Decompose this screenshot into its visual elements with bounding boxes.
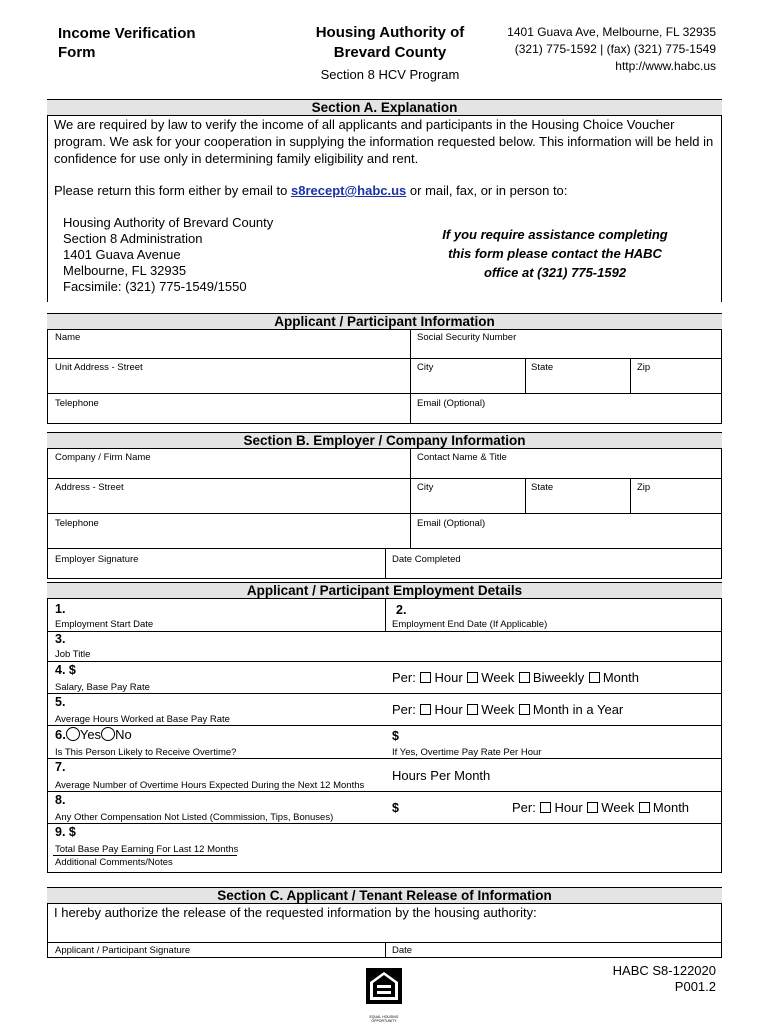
- applicant-name-field[interactable]: Name: [55, 332, 81, 343]
- job-title-field[interactable]: Job Title: [55, 649, 91, 660]
- item-8-number: 8.: [55, 793, 66, 807]
- applicant-ssn-field[interactable]: Social Security Number: [417, 332, 517, 343]
- start-date-field[interactable]: Employment Start Date: [55, 619, 154, 630]
- employment-frame: [47, 598, 722, 872]
- return-instructions: Please return this form either by email to s8recept@habc.us or mail, fax, or in person to:: [54, 183, 568, 198]
- other-comp-dollar: $: [392, 801, 399, 815]
- other-compensation-field[interactable]: Any Other Compensation Not Listed (Commission, Tips, Bonuses): [55, 812, 334, 823]
- checkbox-icon[interactable]: [639, 802, 650, 813]
- checkbox-icon[interactable]: [467, 704, 478, 715]
- hours-per-month-label: Hours Per Month: [392, 768, 491, 783]
- applicant-email-field[interactable]: Email (Optional): [417, 398, 486, 409]
- overtime-rate-field[interactable]: If Yes, Overtime Pay Rate Per Hour: [392, 747, 542, 758]
- release-authorization: I hereby authorize the release of the requested information by the housing authority:: [54, 905, 537, 920]
- applicant-signature-field[interactable]: Applicant / Participant Signature: [55, 945, 191, 956]
- applicant-info-title: Applicant / Participant Information: [47, 313, 722, 330]
- form-code: HABC S8-122020 P001.2: [612, 963, 716, 994]
- applicant-info-frame: [47, 329, 722, 423]
- employer-zip-field[interactable]: Zip: [637, 482, 651, 493]
- checkbox-icon[interactable]: [519, 704, 530, 715]
- equal-housing-logo-icon: [364, 966, 404, 1023]
- total-base-pay-field[interactable]: Total Base Pay Earning For Last 12 Months: [55, 844, 239, 855]
- contact-block: 1401 Guava Ave, Melbourne, FL 32935 (321) 775-1592 | (fax) (321) 775-1549 http://www.habc.us: [507, 25, 716, 73]
- radio-icon[interactable]: [101, 727, 115, 741]
- applicant-city-field[interactable]: City: [417, 362, 434, 373]
- equal-housing-text: EQUAL HOUSING OPPORTUNITY: [369, 1015, 399, 1023]
- item-3-number: 3.: [55, 632, 66, 646]
- mailing-address: Housing Authority of Brevard County Section 8 Administration 1401 Guava Avenue Melbourne, FL 32935 Facsimile: (321) 775-1549/1550: [63, 215, 274, 294]
- checkbox-icon[interactable]: [587, 802, 598, 813]
- applicant-telephone-field[interactable]: Telephone: [55, 398, 99, 409]
- applicant-street-field[interactable]: Unit Address - Street: [55, 362, 143, 373]
- other-comp-period-options: Per: Hour Week Month: [512, 800, 690, 815]
- contact-name-field[interactable]: Contact Name & Title: [417, 452, 507, 463]
- avg-hours-field[interactable]: Average Hours Worked at Base Pay Rate: [55, 714, 230, 725]
- checkbox-icon[interactable]: [540, 802, 551, 813]
- salary-field[interactable]: Salary, Base Pay Rate: [55, 682, 150, 693]
- org-name: Housing Authority of Brevard County: [315, 24, 465, 61]
- employer-state-field[interactable]: State: [531, 482, 554, 493]
- applicant-state-field[interactable]: State: [531, 362, 554, 373]
- checkbox-icon[interactable]: [467, 672, 478, 683]
- checkbox-icon[interactable]: [519, 672, 530, 683]
- release-date-field[interactable]: Date: [392, 945, 413, 956]
- comments-field[interactable]: Additional Comments/Notes: [55, 857, 173, 868]
- radio-icon[interactable]: [66, 727, 80, 741]
- assistance-note: If you require assistance completing this form please contact the HABC office at (321) 775-1592: [442, 227, 668, 280]
- end-date-field[interactable]: Employment End Date (If Applicable): [392, 619, 548, 630]
- item-2-number: 2.: [396, 603, 407, 617]
- form-title: Income Verification Form: [58, 25, 196, 61]
- employer-email-field[interactable]: Email (Optional): [417, 518, 486, 529]
- hours-period-options: Per: Hour Week Month in a Year: [392, 702, 624, 717]
- checkbox-icon[interactable]: [589, 672, 600, 683]
- item-5-number: 5.: [55, 695, 66, 709]
- item-9-number: 9. $: [55, 825, 76, 839]
- overtime-rate-dollar: $: [392, 729, 399, 743]
- employer-telephone-field[interactable]: Telephone: [55, 518, 99, 529]
- website-link[interactable]: http://www.habc.us: [615, 59, 716, 73]
- section-b-title: Section B. Employer / Company Information: [47, 432, 722, 449]
- company-name-field[interactable]: Company / Firm Name: [55, 452, 151, 463]
- org-block: [290, 23, 490, 82]
- program-name: Section 8 HCV Program: [320, 67, 460, 82]
- overtime-options: 6. Yes No: [55, 727, 132, 742]
- section-a-paragraph: We are required by law to verify the income of all applicants and participants in the Housing Choice Voucher program. We ask for your cooperation in supplying the information requested below. This information will be held in confidence for use only in determining family eligibility and rent.: [54, 117, 714, 166]
- applicant-zip-field[interactable]: Zip: [637, 362, 651, 373]
- checkbox-icon[interactable]: [420, 704, 431, 715]
- overtime-hours-field[interactable]: Average Number of Overtime Hours Expected During the Next 12 Months: [55, 780, 365, 791]
- overtime-question: Is This Person Likely to Receive Overtime?: [55, 747, 237, 758]
- section-a-title: Section A. Explanation: [47, 99, 722, 116]
- salary-period-options: Per: Hour Week Biweekly Month: [392, 670, 639, 685]
- date-completed-field[interactable]: Date Completed: [392, 554, 461, 565]
- email-link[interactable]: s8recept@habc.us: [291, 183, 407, 198]
- employer-street-field[interactable]: Address - Street: [55, 482, 124, 493]
- item-7-number: 7.: [55, 760, 66, 774]
- item-1-number: 1.: [55, 602, 66, 616]
- section-c-title: Section C. Applicant / Tenant Release of Information: [47, 887, 722, 904]
- item-4-number: 4. $: [55, 663, 76, 677]
- employer-city-field[interactable]: City: [417, 482, 434, 493]
- checkbox-icon[interactable]: [420, 672, 431, 683]
- employment-title: Applicant / Participant Employment Details: [47, 582, 722, 599]
- employer-signature-field[interactable]: Employer Signature: [55, 554, 139, 565]
